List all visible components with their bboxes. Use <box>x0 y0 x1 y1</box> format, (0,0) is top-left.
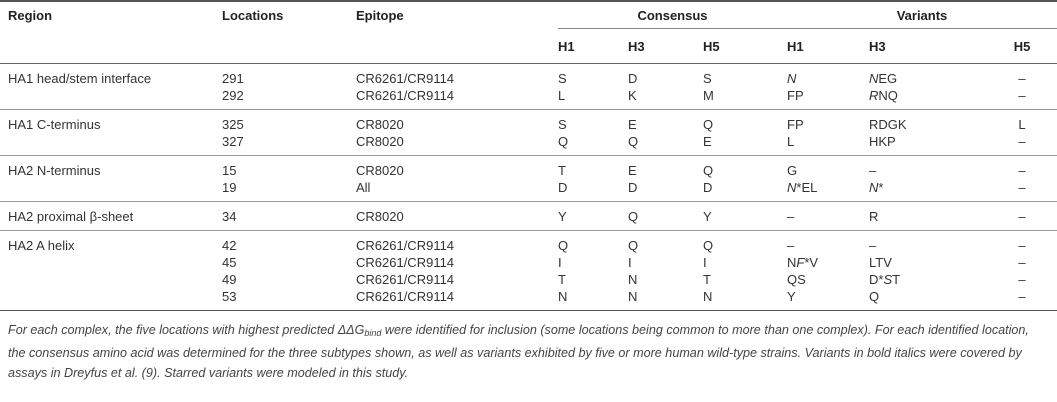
consensus-h3-cell: E <box>628 163 637 178</box>
location-cell: 19 <box>222 180 237 195</box>
consensus-h1-cell: T <box>558 272 566 287</box>
group-ha1-head-stem <box>0 64 1057 110</box>
consensus-h1-cell: D <box>558 180 568 195</box>
consensus-h1-cell: Y <box>558 209 567 224</box>
epitope-cell: CR6261/CR9114 <box>356 289 455 304</box>
epitope-cell: CR6261/CR9114 <box>356 238 455 253</box>
consensus-h3-cell: N <box>628 272 638 287</box>
consensus-h5-cell: T <box>703 272 711 287</box>
consensus-h1-cell: N <box>558 289 568 304</box>
region-cell: HA1 head/stem interface <box>8 71 152 86</box>
variants-h5-cell: – <box>1018 238 1026 253</box>
location-cell: 15 <box>222 163 237 178</box>
table-row <box>0 202 1057 231</box>
variants-h1-cell: FP <box>787 88 804 103</box>
variants-h5-cell: – <box>1018 134 1026 149</box>
variants-h3-cell: RDGK <box>869 117 907 132</box>
variant-text: N <box>787 255 797 270</box>
consensus-h1-cell: S <box>558 71 567 86</box>
consensus-h3-cell: Q <box>628 134 639 149</box>
consensus-h1-cell: Q <box>558 238 569 253</box>
consensus-h1-cell: L <box>558 88 566 103</box>
variants-h1-cell: Y <box>787 289 796 304</box>
region-cell: HA2 A helix <box>8 238 75 253</box>
variants-h3-cell: – <box>869 238 877 253</box>
location-cell: 292 <box>222 88 244 103</box>
variants-h1-cell: L <box>787 134 795 149</box>
consensus-h1-cell: Q <box>558 134 569 149</box>
header-epitope: Epitope <box>356 1 558 29</box>
variants-h1-cell: – <box>787 238 795 253</box>
consensus-h3-cell: D <box>628 71 638 86</box>
variants-h3-cell <box>869 87 987 110</box>
header-variants-h1: H1 <box>787 38 804 54</box>
header-consensus-h5: H5 <box>703 38 720 54</box>
consensus-h3-cell: D <box>628 180 638 195</box>
consensus-h5-cell: I <box>703 255 707 270</box>
consensus-h3-cell: K <box>628 88 637 103</box>
consensus-h1-cell: S <box>558 117 567 132</box>
table-row <box>0 133 1057 156</box>
consensus-h5-cell: N <box>703 289 713 304</box>
group-ha2-n-terminus <box>0 156 1057 202</box>
variants-h3-cell <box>869 271 987 288</box>
region-cell: HA2 N-terminus <box>8 163 101 178</box>
variant-italic: S <box>883 272 893 287</box>
variants-h3-cell <box>869 179 987 202</box>
table-header <box>0 1 1057 64</box>
variants-h3-cell: HKP <box>869 134 896 149</box>
variants-h5-cell: – <box>1018 71 1026 86</box>
variants-h5-cell: – <box>1018 289 1026 304</box>
header-consensus-h3: H3 <box>628 38 645 54</box>
epitope-cell: CR8020 <box>356 117 404 132</box>
consensus-h3-cell: E <box>628 117 637 132</box>
variant-italic: N <box>869 71 879 86</box>
variants-h5-cell: – <box>1018 209 1026 224</box>
variant-italic: F <box>796 255 805 270</box>
variant-text: * <box>878 180 884 195</box>
variant-text: T <box>892 272 901 287</box>
consensus-h5-cell: M <box>703 88 714 103</box>
consensus-h3-cell: N <box>628 289 638 304</box>
table-row <box>0 156 1057 180</box>
location-cell: 325 <box>222 117 244 132</box>
variants-h1-cell <box>787 64 869 88</box>
epitope-cell: CR6261/CR9114 <box>356 272 455 287</box>
variants-h3-cell: – <box>869 163 877 178</box>
group-ha2-a-helix <box>0 231 1057 311</box>
variants-h3-cell <box>869 64 987 88</box>
consensus-h3-cell: Q <box>628 238 639 253</box>
consensus-h5-cell: Q <box>703 238 714 253</box>
location-cell: 42 <box>222 238 237 253</box>
header-consensus: Consensus <box>558 1 787 29</box>
header-locations: Locations <box>222 1 356 29</box>
region-cell: HA2 proximal β-sheet <box>8 209 134 224</box>
table-row <box>0 288 1057 311</box>
variants-h1-cell: FP <box>787 117 804 132</box>
variants-h5-cell: – <box>1018 272 1026 287</box>
location-cell: 53 <box>222 289 237 304</box>
epitope-cell: CR8020 <box>356 163 404 178</box>
location-cell: 34 <box>222 209 237 224</box>
consensus-h5-cell: Q <box>703 117 714 132</box>
consensus-h5-cell: Q <box>703 163 714 178</box>
table-row <box>0 271 1057 288</box>
consensus-h5-cell: D <box>703 180 713 195</box>
variants-h3-cell: LTV <box>869 255 892 270</box>
epitope-cell: CR6261/CR9114 <box>356 71 455 86</box>
consensus-h5-cell: E <box>703 134 712 149</box>
header-region: Region <box>0 1 222 29</box>
group-ha1-c-terminus <box>0 110 1057 156</box>
location-cell: 327 <box>222 134 244 149</box>
variants-h5-cell: – <box>1018 180 1026 195</box>
header-consensus-h1: H1 <box>558 38 575 54</box>
table-footnote <box>8 320 1048 383</box>
epitope-cell: All <box>356 180 371 195</box>
variant-text: *V <box>804 255 819 270</box>
table-row <box>0 87 1057 110</box>
variant-italic: R <box>869 88 879 103</box>
consensus-h5-cell: S <box>703 71 712 86</box>
variant-text: D* <box>869 272 884 287</box>
footnote-subscript: bind <box>364 328 382 338</box>
variants-h3-cell: Q <box>869 289 880 304</box>
variants-h1-cell <box>787 179 869 202</box>
variant-text: EG <box>878 71 898 86</box>
header-variants: Variants <box>787 1 1057 29</box>
epitope-cell: CR8020 <box>356 209 404 224</box>
variants-h1-cell <box>787 254 869 271</box>
variant-text: *EL <box>796 180 818 195</box>
consensus-h5-cell: Y <box>703 209 712 224</box>
location-cell: 45 <box>222 255 237 270</box>
footnote-part2: were identified for inclusion (some locations being common to more than one complex). For each identified location, the consensus amino acid was determined for the three subtypes shown, as well as variants exhibited by five or more human wild-type strains. Variants in bold italics were covered by assays in Dreyfus et al. (9). Starred variants were modeled in this study. <box>8 323 1029 380</box>
region-cell: HA1 C-terminus <box>8 117 101 132</box>
variant-italic: N <box>787 71 797 86</box>
header-variants-h3: H3 <box>869 38 886 54</box>
variants-h1-cell: QS <box>787 272 806 287</box>
consensus-h3-cell: Q <box>628 209 639 224</box>
variants-h1-cell: G <box>787 163 798 178</box>
variants-h3-cell: R <box>869 209 879 224</box>
location-cell: 49 <box>222 272 237 287</box>
header-variants-h5: H5 <box>1013 38 1031 54</box>
location-cell: 291 <box>222 71 244 86</box>
variants-h5-cell: L <box>1018 117 1026 132</box>
consensus-h1-cell: I <box>558 255 562 270</box>
variant-text: NQ <box>878 88 898 103</box>
epitope-cell: CR8020 <box>356 134 404 149</box>
variants-h5-cell: – <box>1018 255 1026 270</box>
variants-h5-cell: – <box>1018 88 1026 103</box>
variants-h5-cell: – <box>1018 163 1026 178</box>
group-ha2-proximal-beta-sheet <box>0 202 1057 231</box>
variant-italic: N <box>869 180 879 195</box>
table-row <box>0 254 1057 271</box>
table-row <box>0 231 1057 255</box>
table-row <box>0 110 1057 134</box>
table-row <box>0 64 1057 88</box>
consensus-h3-cell: I <box>628 255 632 270</box>
footnote-part1: For each complex, the five locations with highest predicted ΔΔG <box>8 323 365 337</box>
table-row <box>0 179 1057 202</box>
variant-italic: N <box>787 180 797 195</box>
consensus-h1-cell: T <box>558 163 566 178</box>
variants-h1-cell: – <box>787 209 795 224</box>
epitope-cell: CR6261/CR9114 <box>356 88 455 103</box>
epitope-cell: CR6261/CR9114 <box>356 255 455 270</box>
